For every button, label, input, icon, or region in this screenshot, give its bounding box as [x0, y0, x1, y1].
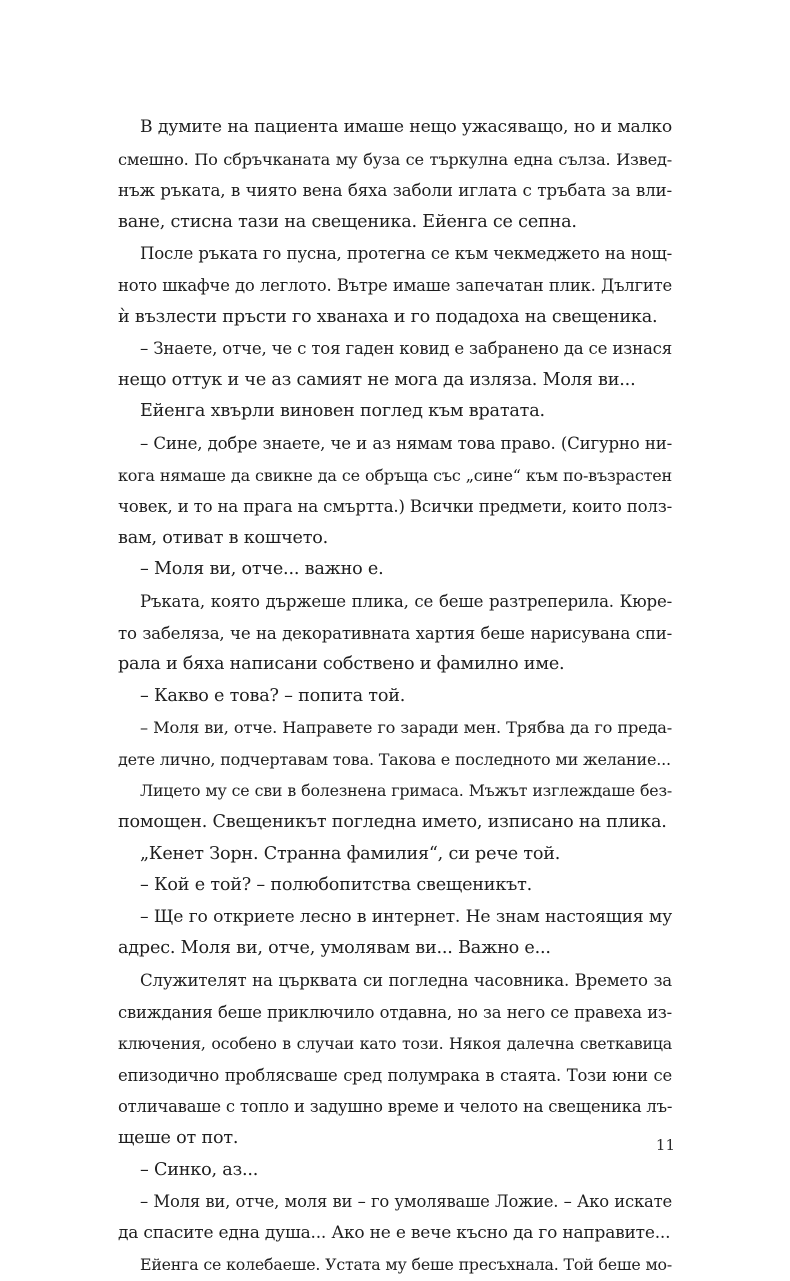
text-line: то забеляза, че на декоративната хартия беше нарисувана спи-	[118, 623, 672, 643]
text-line: Ръката, която държеше плика, се беше разтреперила. Кюре-	[140, 591, 672, 611]
text-line: човек, и то на прага на смъртта.) Всички предмети, които полз-	[118, 497, 672, 517]
text-line: вам, отиват в кошчето.	[118, 527, 329, 548]
text-line: – Знаете, отче, че с тоя гаден ковид е забранено да се изнася	[140, 339, 672, 359]
text-line: кога нямаше да свикне да се обръща със „сине“ към по-възрастен	[118, 465, 672, 485]
page-number: 11	[655, 1136, 675, 1154]
text-line: „Кенет Зорн. Странна фамилия“, си рече той.	[140, 843, 561, 864]
text-line: – Моля ви, отче... важно е.	[140, 559, 384, 580]
text-line: смешно. По сбръчканата му буза се търкулна една сълза. Извед-	[118, 149, 672, 169]
text-line: – Ще го откриете лесно в интернет. Не знам настоящия му	[140, 906, 672, 927]
text-line: нещо оттук и че аз самият не мога да изляза. Моля ви...	[118, 369, 636, 390]
text-line: отличаваше с топло и задушно време и челото на свещеника лъ-	[118, 1097, 673, 1117]
text-line: рала и бяха написани собствено и фамилно име.	[118, 654, 565, 675]
text-line: ване, стисна тази на свещеника. Ейенга се сепна.	[118, 211, 577, 232]
text-line: помощен. Свещеникът погледна името, изписано на плика.	[118, 812, 667, 833]
text-line: – Моля ви, отче, моля ви – го умоляваше Ложие. – Ако искате	[140, 1192, 672, 1212]
text-line: адрес. Моля ви, отче, умолявам ви... Важно е...	[118, 938, 551, 959]
text-line: – Какво е това? – попита той.	[140, 685, 406, 706]
text-line: После ръката го пусна, протегна се към чекмеджето на нощ-	[140, 244, 672, 264]
text-line: да спасите една душа... Ако не е вече късно да го направите...	[118, 1222, 671, 1243]
text-line: ѝ възлести пръсти го хванаха и го подадоха на свещеника.	[118, 306, 658, 327]
text-line: епизодично проблясваше сред полумрака в стаята. Този юни се	[118, 1065, 672, 1085]
text-line: – Моля ви, отче. Направете го заради мен. Трябва да го преда-	[140, 718, 672, 738]
text-line: – Сине, добре знаете, че и аз нямам това право. (Сигурно ни-	[140, 433, 672, 453]
text-line: Ейенга се колебаеше. Устата му беше пресъхнала. Той беше мо-	[140, 1255, 672, 1275]
text-line: дете лично, подчертавам това. Такова е последното ми желание...	[118, 749, 671, 769]
text-line: нъж ръката, в чиято вена бяха заболи иглата с тръбата за вли-	[118, 180, 672, 201]
text-line: Ейенга хвърли виновен поглед към вратата.	[140, 401, 545, 422]
body-text	[118, 112, 672, 1281]
text-line: Лицето му се сви в болезнена гримаса. Мъжът изглеждаше без-	[140, 781, 672, 801]
text-line: – Синко, аз...	[140, 1159, 259, 1180]
text-line: Служителят на църквата си погледна часовника. Времето за	[140, 971, 672, 991]
text-line: – Кой е той? – полюбопитства свещеникът.	[140, 875, 533, 896]
text-line: ното шкафче до леглото. Вътре имаше запечатан плик. Дългите	[118, 275, 672, 295]
text-line: свиждания беше приключило отдавна, но за него се правеха из-	[118, 1002, 672, 1022]
text-line: щеше от пот.	[118, 1128, 239, 1148]
text-line: ключения, особено в случаи като този. Някоя далечна светкавица	[118, 1034, 672, 1054]
text-line: В думите на пациента имаше нещо ужасяващо, но и малко	[140, 117, 672, 137]
